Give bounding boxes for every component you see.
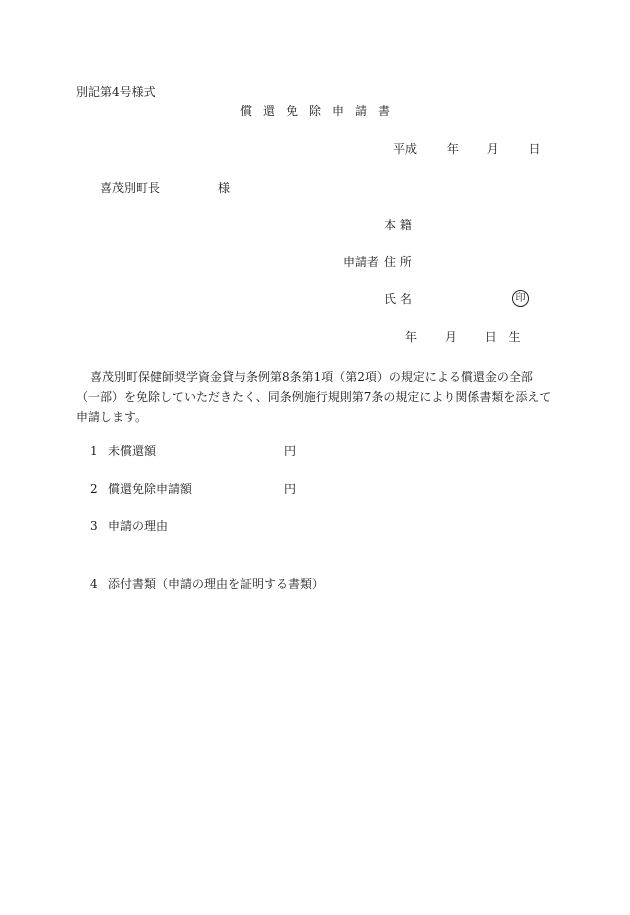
item-label: 申請の理由 <box>108 519 169 533</box>
date-year: 年 <box>446 142 459 156</box>
date-day: 日 <box>528 142 541 156</box>
date-month: 月 <box>486 142 499 156</box>
seal-mark: 印 <box>512 290 529 307</box>
item-number: 3 <box>90 519 98 533</box>
item-exemption-amount <box>90 482 297 496</box>
item-reason <box>90 520 168 532</box>
document-title: 償還免除申請書 <box>239 104 401 118</box>
addressee <box>100 182 230 194</box>
birth-date-line <box>405 331 521 343</box>
applicant-role-label: 申請者 <box>343 255 380 269</box>
item-number: 2 <box>90 482 98 496</box>
date-line <box>393 143 541 155</box>
birth-year: 年 <box>405 330 418 344</box>
item-number: 1 <box>90 444 98 458</box>
form-number: 別記第4号様式 <box>76 85 156 99</box>
birth-month: 月 <box>444 330 457 344</box>
name-field <box>343 293 426 305</box>
application-body-text: 喜茂別町保健師奨学資金貸与条例第8条第1項（第2項）の規定による償還金の全部（一部）を免除していただきたく、同条例施行規則第7条の規定により関係書類を添えて申請します。 <box>76 370 552 424</box>
date-era: 平成 <box>393 142 418 156</box>
name-label: 氏 名 <box>384 292 412 306</box>
item-number: 4 <box>90 577 98 591</box>
item-unit: 円 <box>284 482 297 496</box>
item-unit: 円 <box>284 444 297 458</box>
item-label: 償還免除申請額 <box>108 482 193 496</box>
addressee-name: 喜茂別町長 <box>100 181 161 195</box>
item-attachments <box>90 578 324 590</box>
item-label: 添付書類（申請の理由を証明する書類） <box>108 577 325 591</box>
birth-suffix: 生 <box>508 330 521 344</box>
address-field <box>343 256 426 268</box>
address-label: 住 所 <box>384 255 412 269</box>
honseki-field <box>343 219 426 231</box>
birth-day: 日 <box>484 330 497 344</box>
item-label: 未償還額 <box>108 444 157 458</box>
addressee-honorific: 様 <box>218 181 231 195</box>
honseki-label: 本 籍 <box>384 218 412 232</box>
item-unpaid-amount <box>90 444 297 458</box>
